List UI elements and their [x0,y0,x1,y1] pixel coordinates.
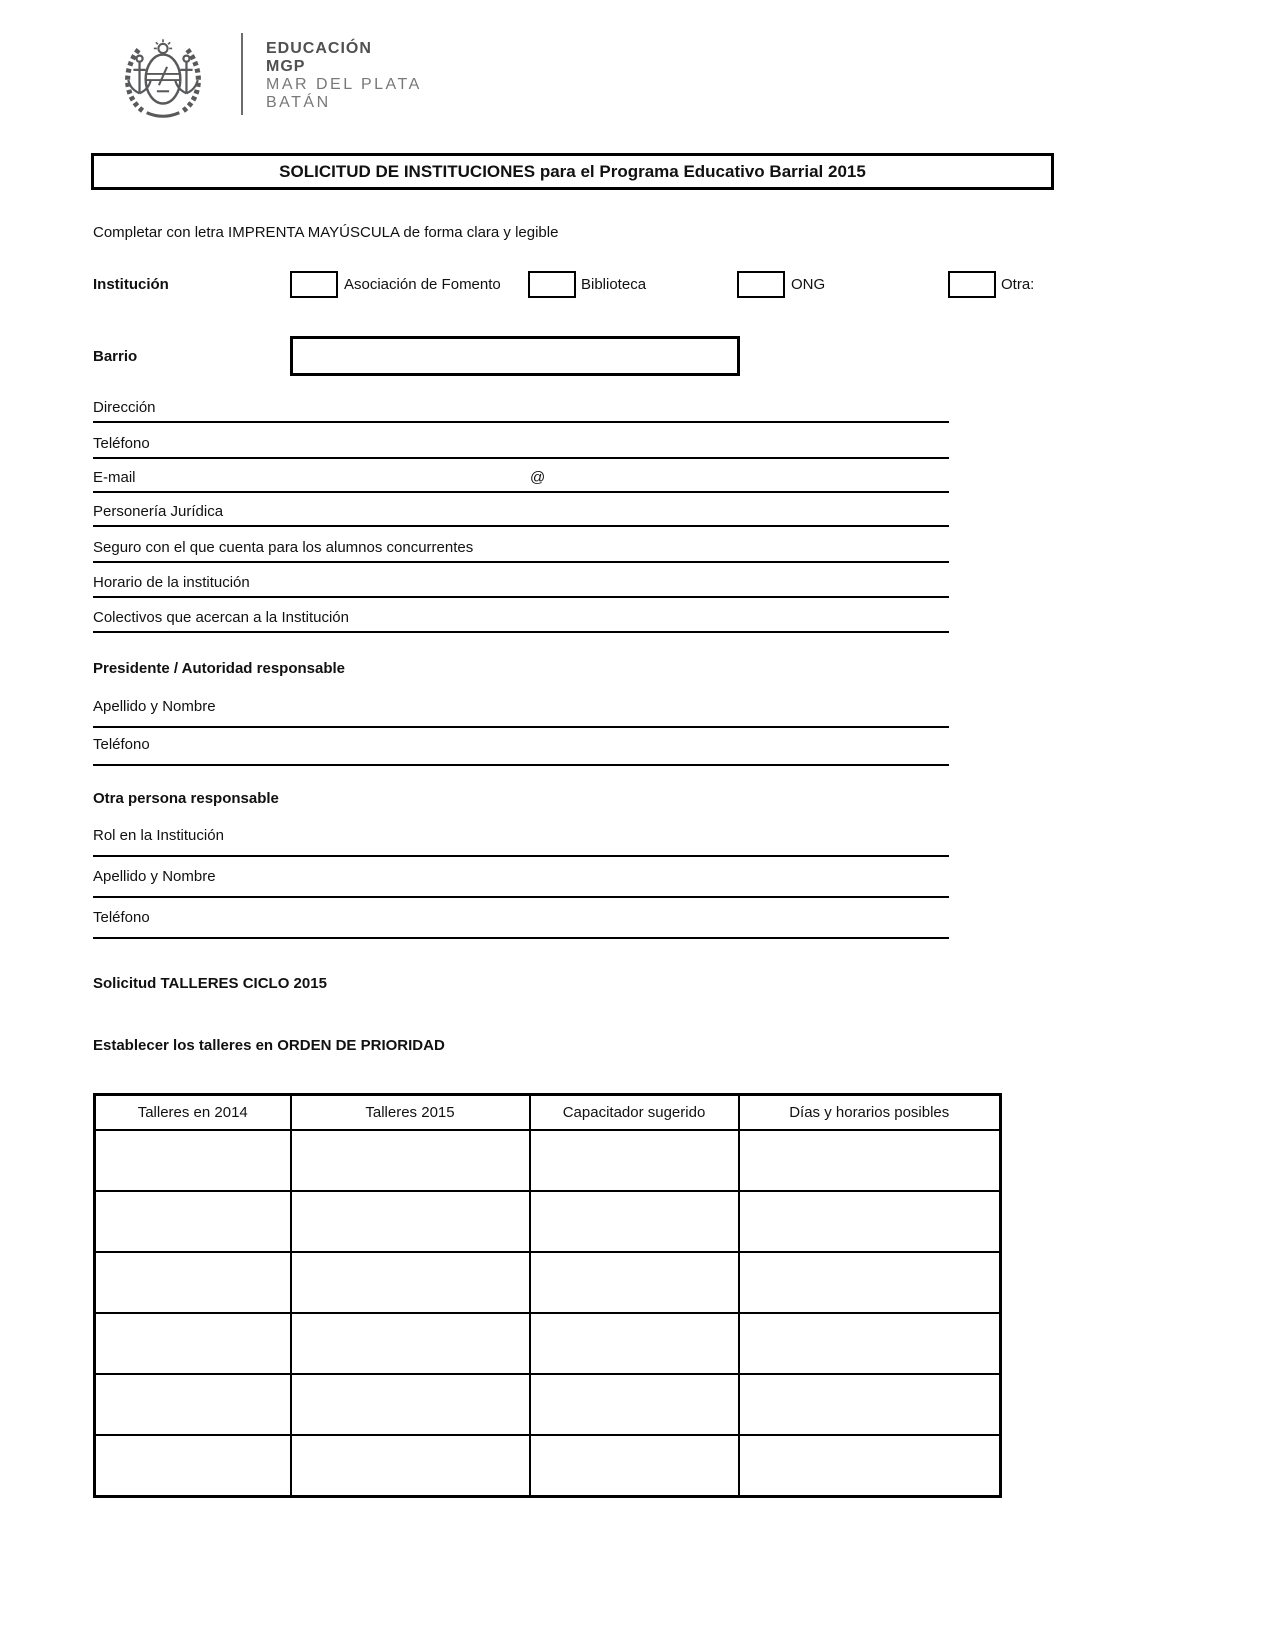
field-colectivos[interactable] [93,605,949,633]
municipal-crest-icon [112,36,214,118]
field-direccion[interactable] [93,395,949,423]
workshops-table-header-row [95,1095,1001,1131]
checkbox-ong[interactable] [737,271,785,298]
form-title: SOLICITUD DE INSTITUCIONES para el Programa Educativo Barrial 2015 [279,161,866,181]
workshops-heading: Solicitud TALLERES CICLO 2015 [93,975,327,992]
workshops-table [93,1093,1002,1498]
logo-text [266,40,422,112]
other-person-telefono-field[interactable] [93,907,949,939]
workshops-table-row [95,1252,1001,1313]
checkbox-label-ong: ONG [791,276,826,293]
president-telefono-label: Teléfono [93,736,150,753]
field-telefono-label: Teléfono [93,435,150,452]
workshops-table-cell[interactable] [95,1313,291,1374]
instructions-text: Completar con letra IMPRENTA MAYÚSCULA de forma clara y legible [93,224,559,241]
workshops-table-cell[interactable] [530,1130,739,1191]
workshops-table-row [95,1435,1001,1497]
logo-line-batan: BATÁN [266,94,331,111]
barrio-label: Barrio [93,348,138,365]
checkbox-otra[interactable] [948,271,996,298]
president-section-heading: Presidente / Autoridad responsable [93,660,346,677]
field-horario[interactable] [93,570,949,598]
other-person-rol-label: Rol en la Institución [93,827,224,844]
workshops-subheading: Establecer los talleres en ORDEN DE PRIORIDAD [93,1037,445,1054]
field-personeria-juridica-label: Personería Jurídica [93,503,224,520]
workshops-table-cell[interactable] [530,1374,739,1435]
email-at-symbol: @ [530,469,546,486]
workshops-table-cell[interactable] [739,1313,1001,1374]
workshops-table-cell[interactable] [739,1252,1001,1313]
workshops-table-cell[interactable] [739,1374,1001,1435]
field-direccion-label: Dirección [93,399,156,416]
workshops-table-row [95,1130,1001,1191]
form-title-box [91,153,1054,190]
workshops-table-cell[interactable] [291,1374,530,1435]
president-apellido-nombre-field[interactable] [93,696,949,728]
field-seguro-label: Seguro con el que cuenta para los alumnos concurrentes [93,539,474,556]
workshops-table-cell[interactable] [739,1130,1001,1191]
workshops-table-cell[interactable] [530,1435,739,1497]
workshops-table-cell[interactable] [95,1252,291,1313]
workshops-table-body [95,1130,1001,1497]
field-seguro[interactable] [93,535,949,563]
other-person-rol-field[interactable] [93,825,949,857]
workshops-table-cell[interactable] [530,1191,739,1252]
institution-label: Institución [93,276,169,293]
checkbox-label-biblioteca: Biblioteca [581,276,647,293]
checkbox-biblioteca[interactable] [528,271,576,298]
field-email[interactable] [93,465,949,493]
barrio-input-box[interactable] [290,336,740,376]
field-telefono[interactable] [93,431,949,459]
workshops-table-cell[interactable] [291,1130,530,1191]
president-telefono-field[interactable] [93,734,949,766]
checkbox-asociacion-de-fomento[interactable] [290,271,338,298]
col-header-dias-horarios: Días y horarios posibles [739,1095,1001,1131]
col-header-capacitador-sugerido: Capacitador sugerido [530,1095,739,1131]
col-header-talleres-2014: Talleres en 2014 [95,1095,291,1131]
other-person-apellido-nombre-field[interactable] [93,866,949,898]
workshops-table-row [95,1313,1001,1374]
workshops-table-cell[interactable] [291,1252,530,1313]
workshops-table-cell[interactable] [739,1191,1001,1252]
workshops-table-cell[interactable] [530,1252,739,1313]
workshops-table-cell[interactable] [530,1313,739,1374]
checkbox-label-asociacion-de-fomento: Asociación de Fomento [344,276,501,293]
field-horario-label: Horario de la institución [93,574,250,591]
president-apellido-nombre-label: Apellido y Nombre [93,698,216,715]
logo-line-mar-del-plata: MAR DEL PLATA [266,76,422,93]
workshops-table-cell[interactable] [291,1191,530,1252]
workshops-table-row [95,1374,1001,1435]
workshops-table-cell[interactable] [95,1374,291,1435]
other-person-section-heading: Otra persona responsable [93,790,279,807]
logo-divider [241,33,243,115]
logo-line-educacion: EDUCACIÓN [266,40,372,57]
other-person-telefono-label: Teléfono [93,909,150,926]
workshops-table-cell[interactable] [95,1130,291,1191]
workshops-table-cell[interactable] [95,1435,291,1497]
other-person-apellido-nombre-label: Apellido y Nombre [93,868,216,885]
workshops-table-cell[interactable] [739,1435,1001,1497]
logo-line-mgp: MGP [266,58,306,75]
checkbox-label-otra: Otra: [1001,276,1035,293]
workshops-table-cell[interactable] [95,1191,291,1252]
field-colectivos-label: Colectivos que acercan a la Institución [93,609,349,626]
col-header-talleres-2015: Talleres 2015 [291,1095,530,1131]
field-email-label: E-mail [93,469,136,486]
workshops-table-cell[interactable] [291,1313,530,1374]
workshops-table-cell[interactable] [291,1435,530,1497]
workshops-table-row [95,1191,1001,1252]
field-personeria-juridica[interactable] [93,499,949,527]
